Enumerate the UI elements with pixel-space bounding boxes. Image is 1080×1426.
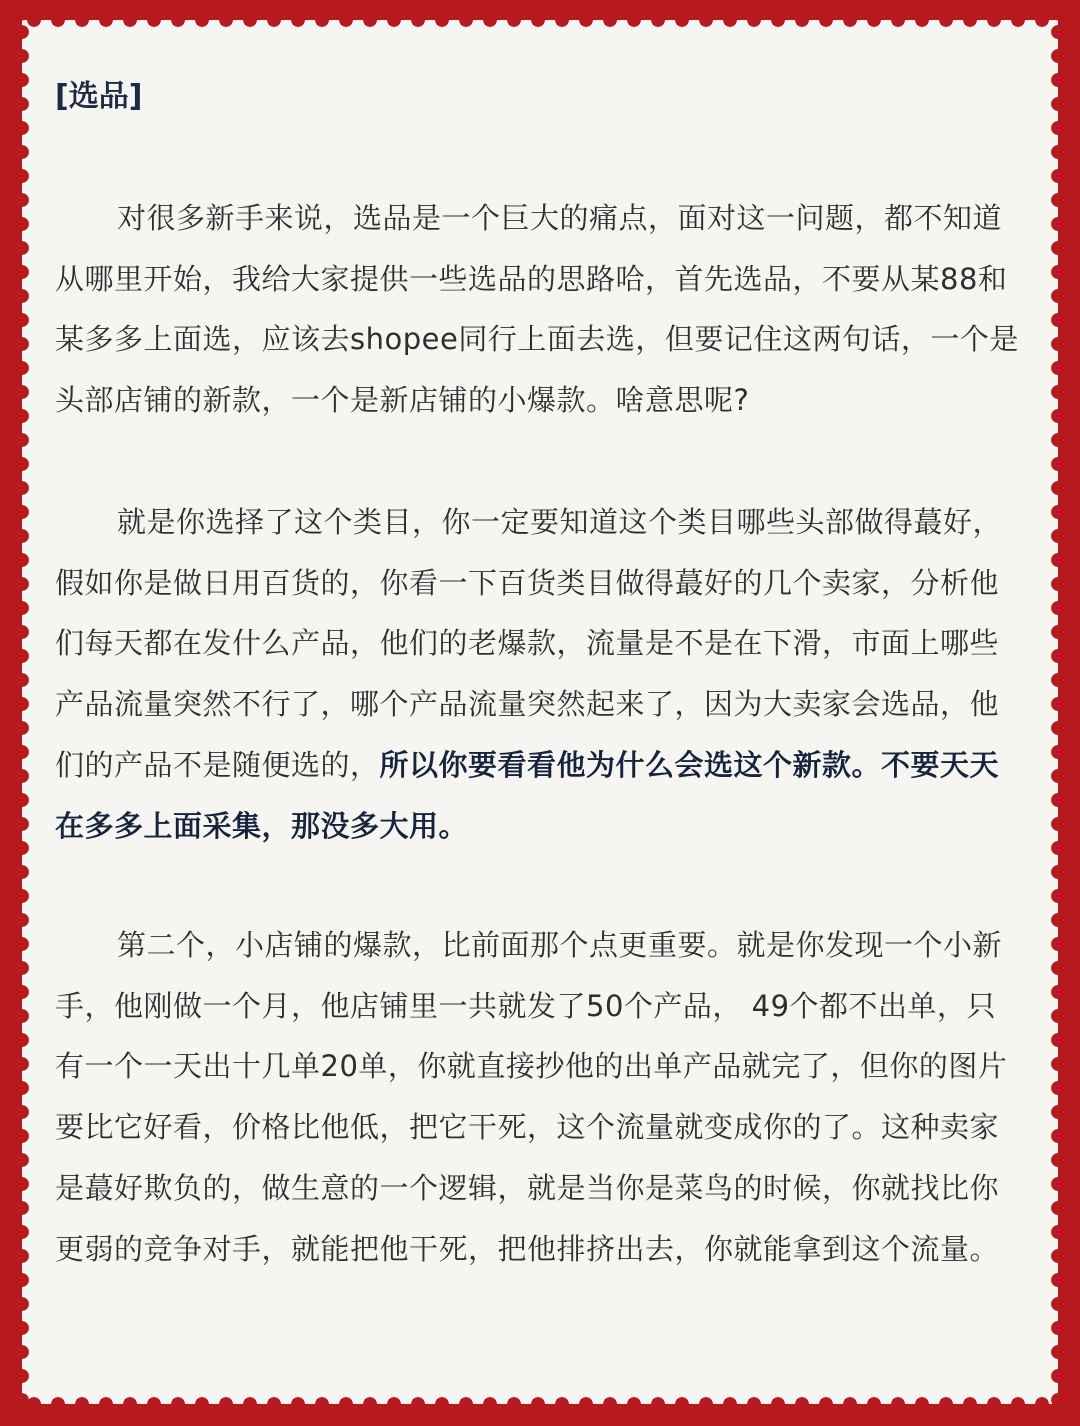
paragraph-2 (55, 492, 1025, 856)
article-body (55, 68, 1025, 1266)
paragraph-3: 第二个，小店铺的爆款，比前面那个点更重要。就是你发现一个小新手，他刚做一个月，他店铺里一共就发了50个产品， 49个都不出单，只有一个一天出十几单20单，你就直接抄他的出单产品就完了，但你的图片要比它好看，价格比他低，把它干死，这个流量就变成你的了。这种卖家是蕞好欺负的，做生意的一个逻辑，就是当你是菜鸟的时候，你就找比你更弱的竞争对手，就能把他干死，把他排挤出去，你就能拿到这个流量。 (55, 928, 1008, 1266)
perforation-left (15, 20, 29, 1404)
paragraph-2-emphasis: 所以你要看看他为什么会选这个新款。不要天天在多多上面采集，那没多大用。 (55, 747, 1000, 843)
perforation-right (1051, 20, 1065, 1404)
perforation-top (22, 13, 1058, 27)
perforation-bottom (22, 1397, 1058, 1411)
paragraph-1: 对很多新手来说，选品是一个巨大的痛点，面对这一问题，都不知道从哪里开始，我给大家提供一些选品的思路哈，首先选品，不要从某88和某多多上面选，应该去shopee同行上面去选，但要记住这两句话，一个是头部店铺的新款，一个是新店铺的小爆款。啥意思呢? (55, 201, 1019, 418)
section-title: [选品] (55, 79, 143, 114)
paragraph-2-text: 就是你选择了这个类目，你一定要知道这个类目哪些头部做得蕞好，假如你是做日用百货的，你看一下百货类目做得蕞好的几个卖家，分析他们每天都在发什么产品，他们的老爆款，流量是不是在下滑，市面上哪些产品流量突然不行了，哪个产品流量突然起来了，因为大卖家会选品，他们的产品不是随便选的， (55, 505, 1003, 782)
